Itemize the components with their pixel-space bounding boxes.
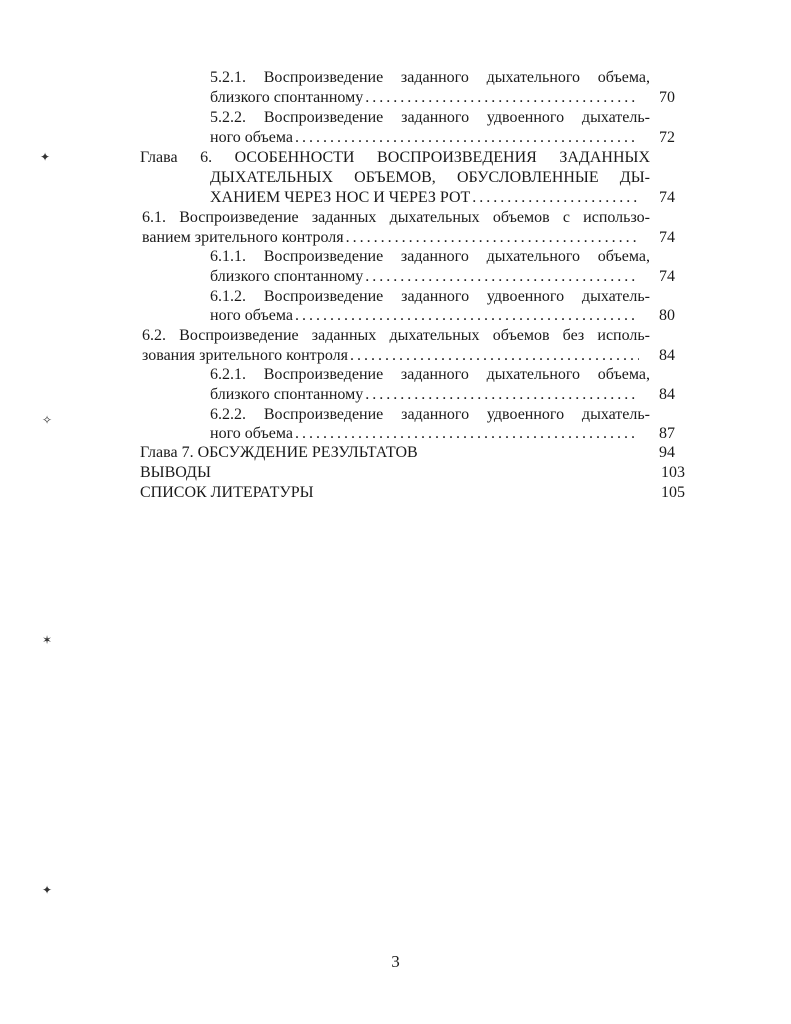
- toc-entry-6-2-1-line2: близкого спонтанному ..... 84: [210, 385, 675, 404]
- scan-speck-icon: ✦: [40, 150, 51, 164]
- page-ref: 74: [659, 268, 675, 285]
- page-ref: 84: [659, 347, 675, 364]
- page-ref: 94: [659, 444, 675, 461]
- leader-dots: [472, 188, 639, 207]
- page-ref: 74: [659, 229, 675, 246]
- leader-dots: [365, 385, 639, 404]
- leader-dots: [346, 228, 639, 247]
- scan-speck-icon: ✧: [42, 413, 53, 427]
- toc-conclusions: ВЫВОДЫ 103: [140, 464, 685, 481]
- toc-entry-6-1-2-line2: ного объема ..... 80: [210, 306, 675, 325]
- toc-entry-5-2-1-line1: 5.2.1. Воспроизведение заданного дыхательного объема,: [210, 69, 650, 86]
- toc-chapter-6-line1: Глава 6. ОСОБЕННОСТИ ВОСПРОИЗВЕДЕНИЯ ЗАДАННЫХ: [140, 149, 650, 166]
- toc-entry-6-2-1-line1: 6.2.1. Воспроизведение заданного дыхательного объема,: [210, 366, 650, 383]
- scan-speck-icon: ✶: [42, 633, 53, 647]
- page-ref: 105: [661, 484, 685, 501]
- toc-entry-6-1-line2: ванием зрительного контроля ..... 74: [142, 228, 675, 247]
- page-ref: 74: [659, 189, 675, 206]
- toc-entry-6-1-line1: 6.1. Воспроизведение заданных дыхательных объемов с использо-: [142, 209, 650, 226]
- toc-entry-5-2-2-line1: 5.2.2. Воспроизведение заданного удвоенного дыхатель-: [210, 109, 650, 126]
- page-ref: 103: [661, 464, 685, 481]
- toc-chapter-6-line3: ХАНИЕМ ЧЕРЕЗ НОС И ЧЕРЕЗ РОТ ..... 74: [210, 188, 675, 207]
- toc-entry-5-2-1-line2: близкого спонтанному ..... 70: [210, 88, 675, 107]
- toc-entry-6-1-1-line2: близкого спонтанному ..... 74: [210, 267, 675, 286]
- page-ref: 80: [659, 307, 675, 324]
- toc-references: СПИСОК ЛИТЕРАТУРЫ 105: [140, 484, 685, 501]
- toc-entry-6-2-line2: зования зрительного контроля ..... 84: [142, 346, 675, 365]
- page-ref: 84: [659, 386, 675, 403]
- leader-dots: [365, 267, 639, 286]
- toc-entry-6-1-1-line1: 6.1.1. Воспроизведение заданного дыхательного объема,: [210, 248, 650, 265]
- leader-dots: [350, 346, 639, 365]
- leader-dots: [295, 306, 639, 325]
- toc-entry-5-2-2-line2: ного объема ..... 72: [210, 128, 675, 147]
- scan-speck-icon: ✦: [42, 883, 53, 897]
- toc-chapter-7: Глава 7. ОБСУЖДЕНИЕ РЕЗУЛЬТАТОВ 94: [140, 444, 675, 461]
- toc-entry-6-2-2-line1: 6.2.2. Воспроизведение заданного удвоенного дыхатель-: [210, 406, 650, 423]
- page-number: 3: [391, 952, 400, 971]
- leader-dots: [295, 424, 639, 443]
- leader-dots: [365, 88, 639, 107]
- page-ref: 87: [659, 425, 675, 442]
- leader-dots: [295, 128, 639, 147]
- page-ref: 72: [659, 129, 675, 146]
- toc-entry-6-1-2-line1: 6.1.2. Воспроизведение заданного удвоенного дыхатель-: [210, 288, 650, 305]
- page-ref: 70: [659, 89, 675, 106]
- toc-entry-6-2-line1: 6.2. Воспроизведение заданных дыхательных объемов без исполь-: [142, 327, 650, 344]
- toc-chapter-6-line2: ДЫХАТЕЛЬНЫХ ОБЪЕМОВ, ОБУСЛОВЛЕННЫЕ ДЫ-: [210, 169, 650, 186]
- toc-entry-6-2-2-line2: ного объема ..... 87: [210, 424, 675, 443]
